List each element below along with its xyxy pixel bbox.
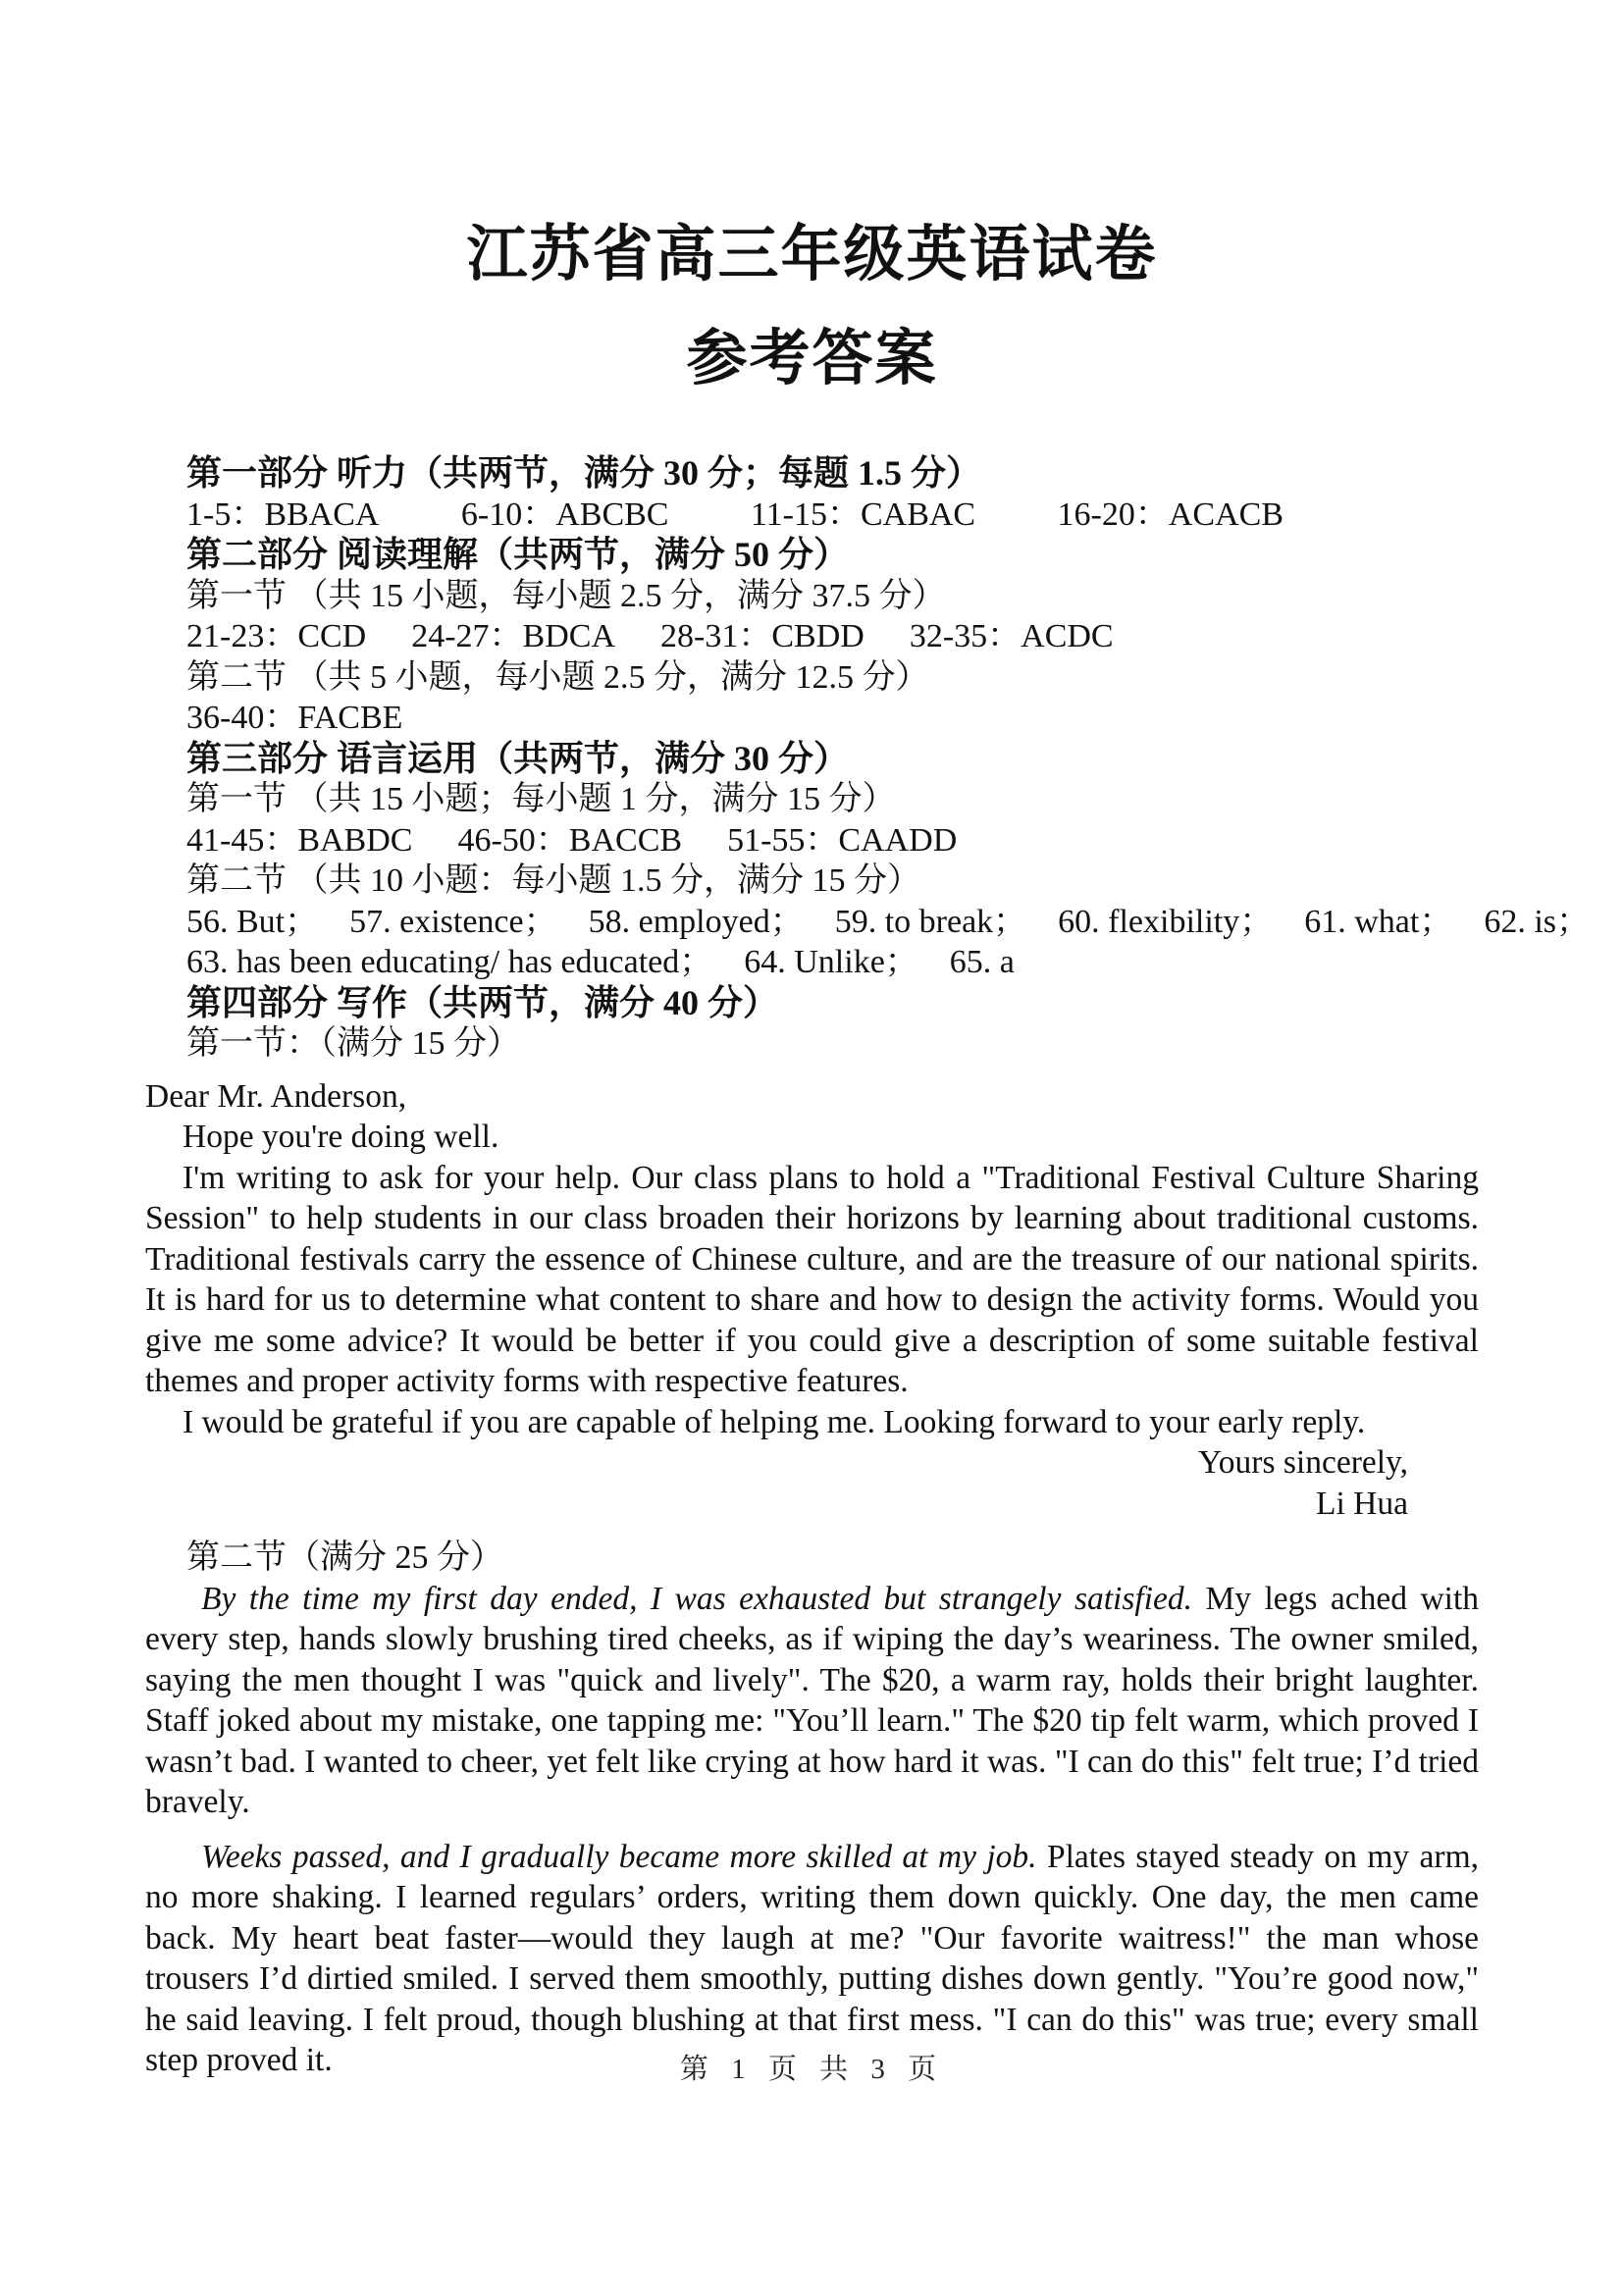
- grammar-answers-row1: [186, 902, 1591, 943]
- part3-heading: 第三部分 语言运用（共两节，满分 30 分）: [186, 738, 850, 778]
- answer-group: 1-5：BBACA: [186, 496, 380, 533]
- part3-section2-label: 第二节 （共 10 小题：每小题 1.5 分，满分 15 分）: [186, 862, 920, 899]
- answer-item: 62. is；: [1484, 903, 1591, 940]
- part2-section2-label: 第二节 （共 5 小题，每小题 2.5 分，满分 12.5 分）: [186, 658, 929, 696]
- page-number-footer: 第 1 页 共 3 页: [679, 2054, 945, 2085]
- letter-closing: Yours sincerely,: [1197, 1444, 1408, 1481]
- essay-paragraph: [145, 1579, 1479, 1823]
- essay-paragraph: [145, 1837, 1479, 2081]
- part4-section1-label: 第一节：（满分 15 分）: [186, 1025, 520, 1062]
- answer-group: 21-23：CCD: [186, 618, 367, 654]
- answer-item: 64. Unlike；: [744, 944, 918, 980]
- doc-title: 江苏省高三年级英语试卷: [466, 218, 1158, 289]
- grammar-answers-row2: [186, 942, 1479, 983]
- essay-section-label: 第二节（满分 25 分）: [186, 1539, 503, 1576]
- reading-section2-answers: 36-40：FACBE: [186, 700, 403, 736]
- answer-item: 57. existence；: [349, 903, 557, 940]
- letter-paragraph: Hope you're doing well.: [183, 1119, 499, 1155]
- part2-section1-label: 第一节 （共 15 小题，每小题 2.5 分，满分 37.5 分）: [186, 577, 946, 614]
- answer-group: 46-50：BACCB: [457, 821, 683, 859]
- letter-signature: Li Hua: [1316, 1485, 1408, 1522]
- letter-salutation: Dear Mr. Anderson,: [145, 1077, 407, 1115]
- answer-group: 24-27：BDCA: [411, 618, 616, 654]
- reading-section1-answers: [186, 616, 1479, 657]
- answer-item: 61. what；: [1304, 903, 1453, 940]
- part4-heading: 第四部分 写作（共两节，满分 40 分）: [186, 982, 779, 1022]
- part2-heading: 第二部分 阅读理解（共两节，满分 50 分）: [186, 535, 850, 574]
- answer-group: 32-35：ACDC: [909, 618, 1114, 654]
- doc-subtitle: 参考答案: [686, 322, 938, 393]
- essay-body-text: My legs ached with every step, hands slowly brushing tired cheeks, as if wiping the day’s weariness. The owner smiled, saying the men thought I was "quick and lively". The $20, a warm ray, holds their bright laughter. Staff joked about my mistake, one tapping me: "You’ll learn." The $20 tip felt warm, which proved I wasn’t bad. I wanted to cheer, yet felt like crying at how hard it was. "I can do this" felt true; I’d tried bravely.: [145, 1580, 1479, 1820]
- answer-item: 59. to break；: [834, 903, 1027, 940]
- part1-heading: 第一部分 听力（共两节，满分 30 分；每题 1.5 分）: [186, 453, 982, 493]
- answer-item: 58. employed；: [588, 903, 804, 940]
- essay-body-text: Plates stayed steady on my arm, no more shaking. I learned regulars’ orders, writing them down quickly. One day, the men came back. My heart beat faster—would they laugh at me? "Our favorite waitress!" the man whose trousers I’d dirtied smiled. I served them smoothly, putting dishes down gently. "You’re good now," he said leaving. I felt proud, though blushing at that first mess. "I can do this" was true; every small step proved it.: [145, 1838, 1479, 2078]
- essay-lead-sentence: Weeks passed, and I gradually became more skilled at my job.: [201, 1838, 1037, 1875]
- answer-group: 41-45：BABDC: [186, 821, 413, 859]
- answer-group: 11-15：CABAC: [750, 496, 976, 533]
- essay-lead-sentence: By the time my first day ended, I was exhausted but strangely satisfied.: [201, 1580, 1192, 1617]
- answer-group: 6-10：ABCBC: [460, 496, 669, 533]
- sample-letter: [145, 1076, 1479, 1525]
- letter-paragraph: I'm writing to ask for your help. Our class plans to hold a "Traditional Festival Culture Sharing Session" to help students in our class broaden their horizons by learning about traditional customs. Traditional festivals carry the essence of Chinese culture, and are the treasure of our national spirits. It is hard for us to determine what content to share and how to design the activity forms. Would you give me some advice? It would be better if you could give a description of some suitable festival themes and proper activity forms with respective features.: [145, 1159, 1479, 1399]
- letter-paragraph: I would be grateful if you are capable of helping me. Looking forward to your early reply.: [183, 1403, 1366, 1440]
- answer-key-section: [145, 453, 1591, 1065]
- answer-group: 16-20：ACACB: [1057, 496, 1283, 533]
- answer-item: 63. has been educating/ has educated；: [186, 944, 713, 980]
- part3-section1-label: 第一节 （共 15 小题；每小题 1 分，满分 15 分）: [186, 781, 896, 817]
- answer-item: 60. flexibility；: [1058, 903, 1274, 940]
- sample-essay: [145, 1538, 1479, 2081]
- answer-item: 65. a: [949, 944, 1015, 980]
- listening-answers: [186, 495, 1283, 536]
- answer-item: 56. But；: [186, 903, 319, 940]
- answer-group: 51-55：CAADD: [727, 821, 958, 859]
- title-block: [145, 0, 1479, 410]
- answer-group: 28-31：CBDD: [660, 618, 864, 654]
- cloze-answers: [186, 820, 1479, 861]
